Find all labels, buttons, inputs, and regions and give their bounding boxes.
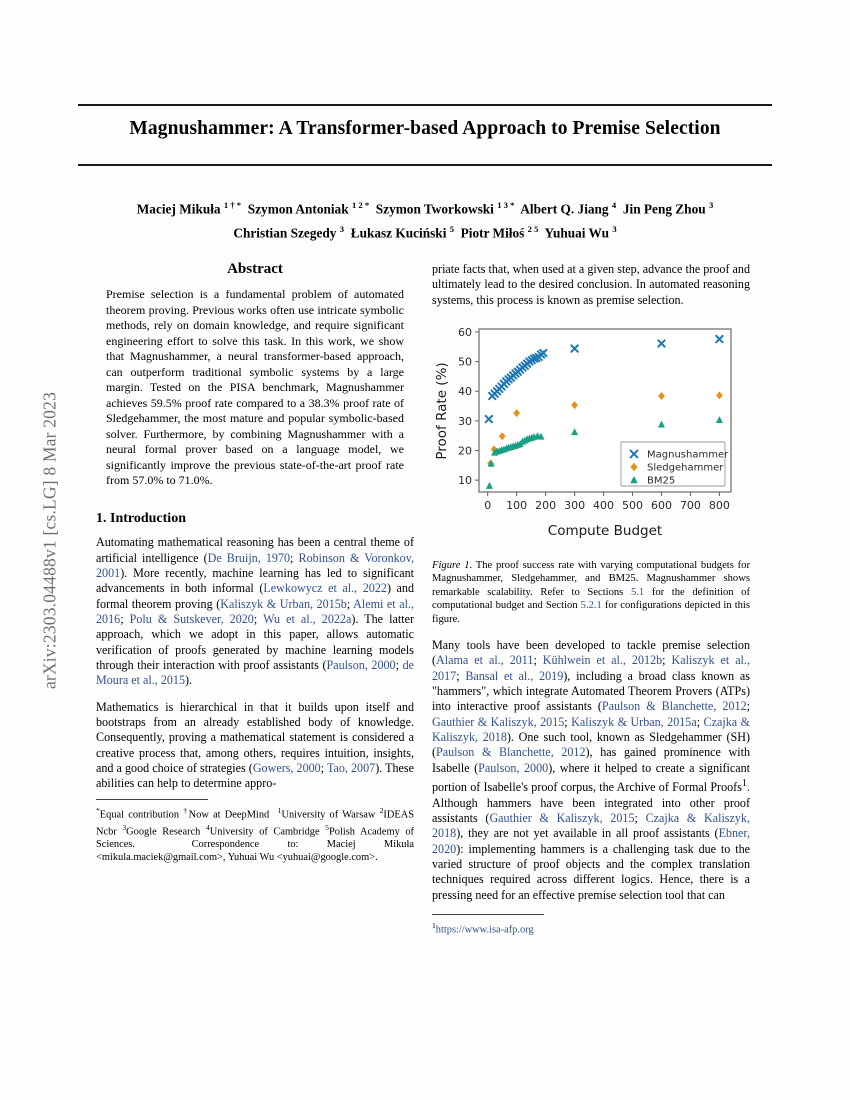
svg-text:30: 30 <box>458 414 472 428</box>
left-column <box>96 262 414 865</box>
svg-text:10: 10 <box>458 474 472 488</box>
intro-paragraph-2: Mathematics is hierarchical in that it builds upon itself and bootstraps from an already established body of knowledge. Consequently, proving a mathematical statement is considered a creative process that, among others, requires intuition, insights, and a good choice of strategies (Gowers, 2000; Tao, 2007). These abilities can help to determine appro- <box>96 699 414 791</box>
right-paragraph-body: Many tools have been developed to tackle premise selection (Alama et al., 2011; Kühlwein et al., 2012b; Kaliszyk et al., 2017; Bansal et al., 2019), including a broad class known as "hammers", which integrate Automated Theorem Provers (ATPs) into interactive proof assistants (Paulson & Blanchette, 2012; Gauthier & Kaliszyk, 2015; Kaliszyk & Urban, 2015a; Czajka & Kaliszyk, 2018). One such tool, known as Sledgehammer (SH) (Paulson & Blanchette, 2012), has gained prominence with Isabelle (Paulson, 2000), where it helped to create a significant portion of Isabelle's proof corpus, the Archive of Formal Proofs$^1$. Although hammers have been integrated into other proof assistants (Gauthier & Kaliszyk, 2015; Czajka & Kaliszyk, 2018), they are not yet available in all proof assistants (Ebner, 2020): implementing hammers is a challenging task due to the varied structure of proof objects and the complex translation techniques required across different logics. Hence, there is a pressing need for an effective premise selection tool that can <box>432 638 751 902</box>
svg-text:500: 500 <box>622 499 644 513</box>
author-line-1: Maciej Mikuła $^{1 \dagger *}$ Szymon Antoniak $^{1 2 *}$ Szymon Tworkowski $^{1 3 *}$ Albert Q. Jiang $^4$ Jin Peng Zhou $^3$ <box>136 200 714 217</box>
svg-text:50: 50 <box>458 355 472 369</box>
x-axis-title: Compute Budget <box>547 523 663 540</box>
svg-text:60: 60 <box>458 325 472 339</box>
right-column <box>432 262 750 937</box>
svg-text:300: 300 <box>564 499 586 513</box>
section-heading-introduction: 1. Introduction <box>96 510 186 526</box>
svg-text:40: 40 <box>458 385 472 399</box>
svg-text:200: 200 <box>535 499 557 513</box>
abstract-body: Premise selection is a fundamental problem of automated theorem proving. Previous works often use intricate symbolic methods, rely on domain knowledge, and require significant engineering effort to solve this task. In this work, we show that Magnushammer, a neural transformer-based approach, can outperform traditional symbolic systems by a large margin. Tested on the PISA benchmark, Magnushammer achieves 59.5% proof rate compared to a 38.3% proof rate of Sledgehammer, the most mature and popular symbolic-based solver. Furthermore, by combining Magnushammer with a neural formal prover based on a language model, we significantly improve the previous state-of-the-art proof rate from 57.0% to 71.0%. <box>106 287 404 488</box>
author-list <box>78 195 772 244</box>
proof-rate-scatter-chart <box>432 319 750 551</box>
y-axis-ticks <box>458 326 479 487</box>
svg-text:600: 600 <box>650 499 672 513</box>
svg-text:400: 400 <box>593 499 615 513</box>
y-axis-title: Proof Rate (%) <box>434 362 450 460</box>
svg-text:0: 0 <box>484 499 492 513</box>
svg-text:Sledgehammer: Sledgehammer <box>647 462 724 474</box>
footnote-divider <box>96 799 208 800</box>
page-title: Magnushammer: A Transformer-based Approach to Premise Selection <box>129 118 721 139</box>
figure-1 <box>432 319 750 626</box>
intro-paragraph-1: Automating mathematical reasoning has been a central theme of artificial intelligence (De Bruijn, 1970; Robinson & Voronkov, 2001). More recently, machine learning has led to significant advancements in both informal (Lewkowycz et al., 2022) and formal theorem proving (Kaliszyk & Urban, 2015b; Alemi et al., 2016; Polu & Sutskever, 2020; Wu et al., 2022a). The latter approach, which we adopt in this paper, allows automatic verification of proofs generated by machine learning models through their interaction with proof assistants (Paulson, 2000; de Moura et al., 2015). <box>96 535 415 688</box>
arxiv-stamp: arXiv:2303.04488v1 [cs.LG] 8 Mar 2023 <box>39 391 60 690</box>
right-footnote: $^1$https://www.isa-afp.org <box>432 920 534 936</box>
x-axis-ticks <box>484 492 730 512</box>
svg-text:Magnushammer: Magnushammer <box>647 449 729 461</box>
chart-legend <box>621 442 729 487</box>
abstract-heading: Abstract <box>227 261 283 277</box>
svg-text:700: 700 <box>679 499 701 513</box>
figure-1-chart <box>432 319 750 551</box>
svg-text:BM25: BM25 <box>647 475 676 487</box>
svg-text:800: 800 <box>708 499 730 513</box>
left-footnote: *Equal contribution †Now at DeepMind $^1$University of Warsaw $^2$IDEAS Ncbr $^3$Google Research $^4$University of Cambridge $^5$Polish Academy of Sciences. Correspondence to: Maciej Mikuła <mikula.maciek@gmail.com>, Yuhuai Wu <yuhuai@google.com>. <box>96 805 414 864</box>
svg-text:20: 20 <box>458 444 472 458</box>
author-line-2: Christian Szegedy $^3$ Łukasz Kuciński $^5$ Piotr Miłoś $^{2 5}$ Yuhuai Wu $^3$ <box>233 224 617 241</box>
svg-text:100: 100 <box>506 499 528 513</box>
right-paragraph-top: priate facts that, when used at a given step, advance the proof and ultimately lead to the desired conclusion. In automated reasoning systems, this process is known as premise selection. <box>432 262 750 307</box>
title-rule-top <box>78 104 772 106</box>
right-footnote-divider <box>432 914 544 915</box>
figure-1-caption: Figure 1. The proof success rate with varying computational budgets for Magnushammer, Sledgehammer, and BM25. Magnushammer shows remarkable scalability. Refer to Sections 5.1 for the definition of computational budget and Section 5.2.1 for configurations depicted in this figure. <box>432 560 751 625</box>
title-rule-bottom <box>78 164 772 166</box>
